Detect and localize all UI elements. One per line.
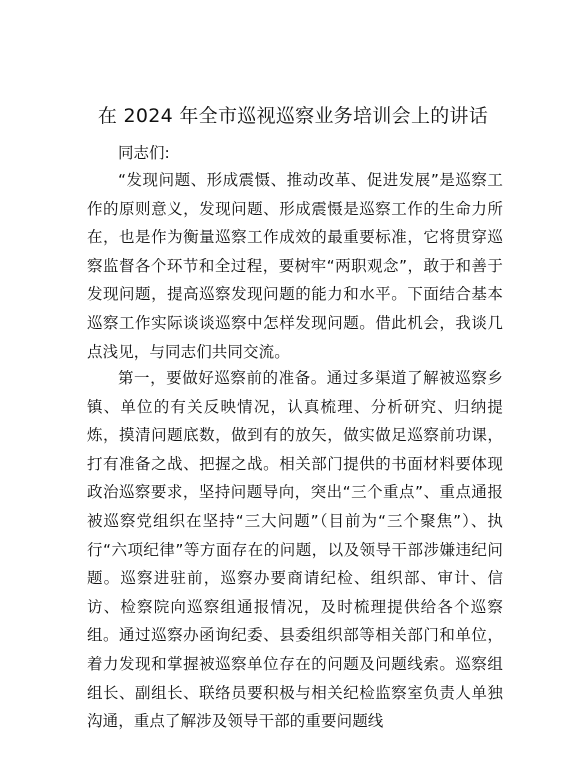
- document-title: 在 2024 年全市巡视巡察业务培训会上的讲话: [97, 105, 489, 127]
- paragraph-intro: “发现问题、形成震慑、推动改革、促进发展”是巡察工作的原则意义，发现问题、形成震慑是巡察工作的生命力所在，也是作为衡量巡察工作成效的最重要标准，它将贯穿巡察监督各个环节和全过程，要树牢“两职观念”，敢于和善于发现问题，提高巡察发现问题的能力和水平。下面结合基本巡察工作实际谈谈巡察中怎样发现问题。借此机会，我谈几点浅见，与同志们共同交流。: [87, 171, 503, 361]
- salutation: 同志们:: [118, 144, 170, 162]
- paragraph-first-point: 第一，要做好巡察前的准备。通过多渠道了解被巡察乡镇、单位的有关反映情况，认真梳理、分析研究、归纳提炼，摸清问题底数，做到有的放矢，做实做足巡察前功课，打有准备之战、把握之战。相关部门提供的书面材料要体现政治巡察要求，坚持问题导向，突出“三个重点”、重点通报被巡察党组织在坚持“三大问题”（目前为“三个聚焦”）、执行“六项纪律”等方面存在的问题，以及领导干部涉嫌违纪问题。巡察进驻前，巡察办要商请纪检、组织部、审计、信访、检察院向巡察组通报情况，及时梳理提供给各个巡察组。通过巡察办函询纪委、县委组织部等相关部门和单位，着力发现和掌握被巡察单位存在的问题及问题线索。巡察组组长、副组长、联络员要积极与相关纪检监察室负责人单独沟通，重点了解涉及领导干部的重要问题线: [87, 369, 503, 731]
